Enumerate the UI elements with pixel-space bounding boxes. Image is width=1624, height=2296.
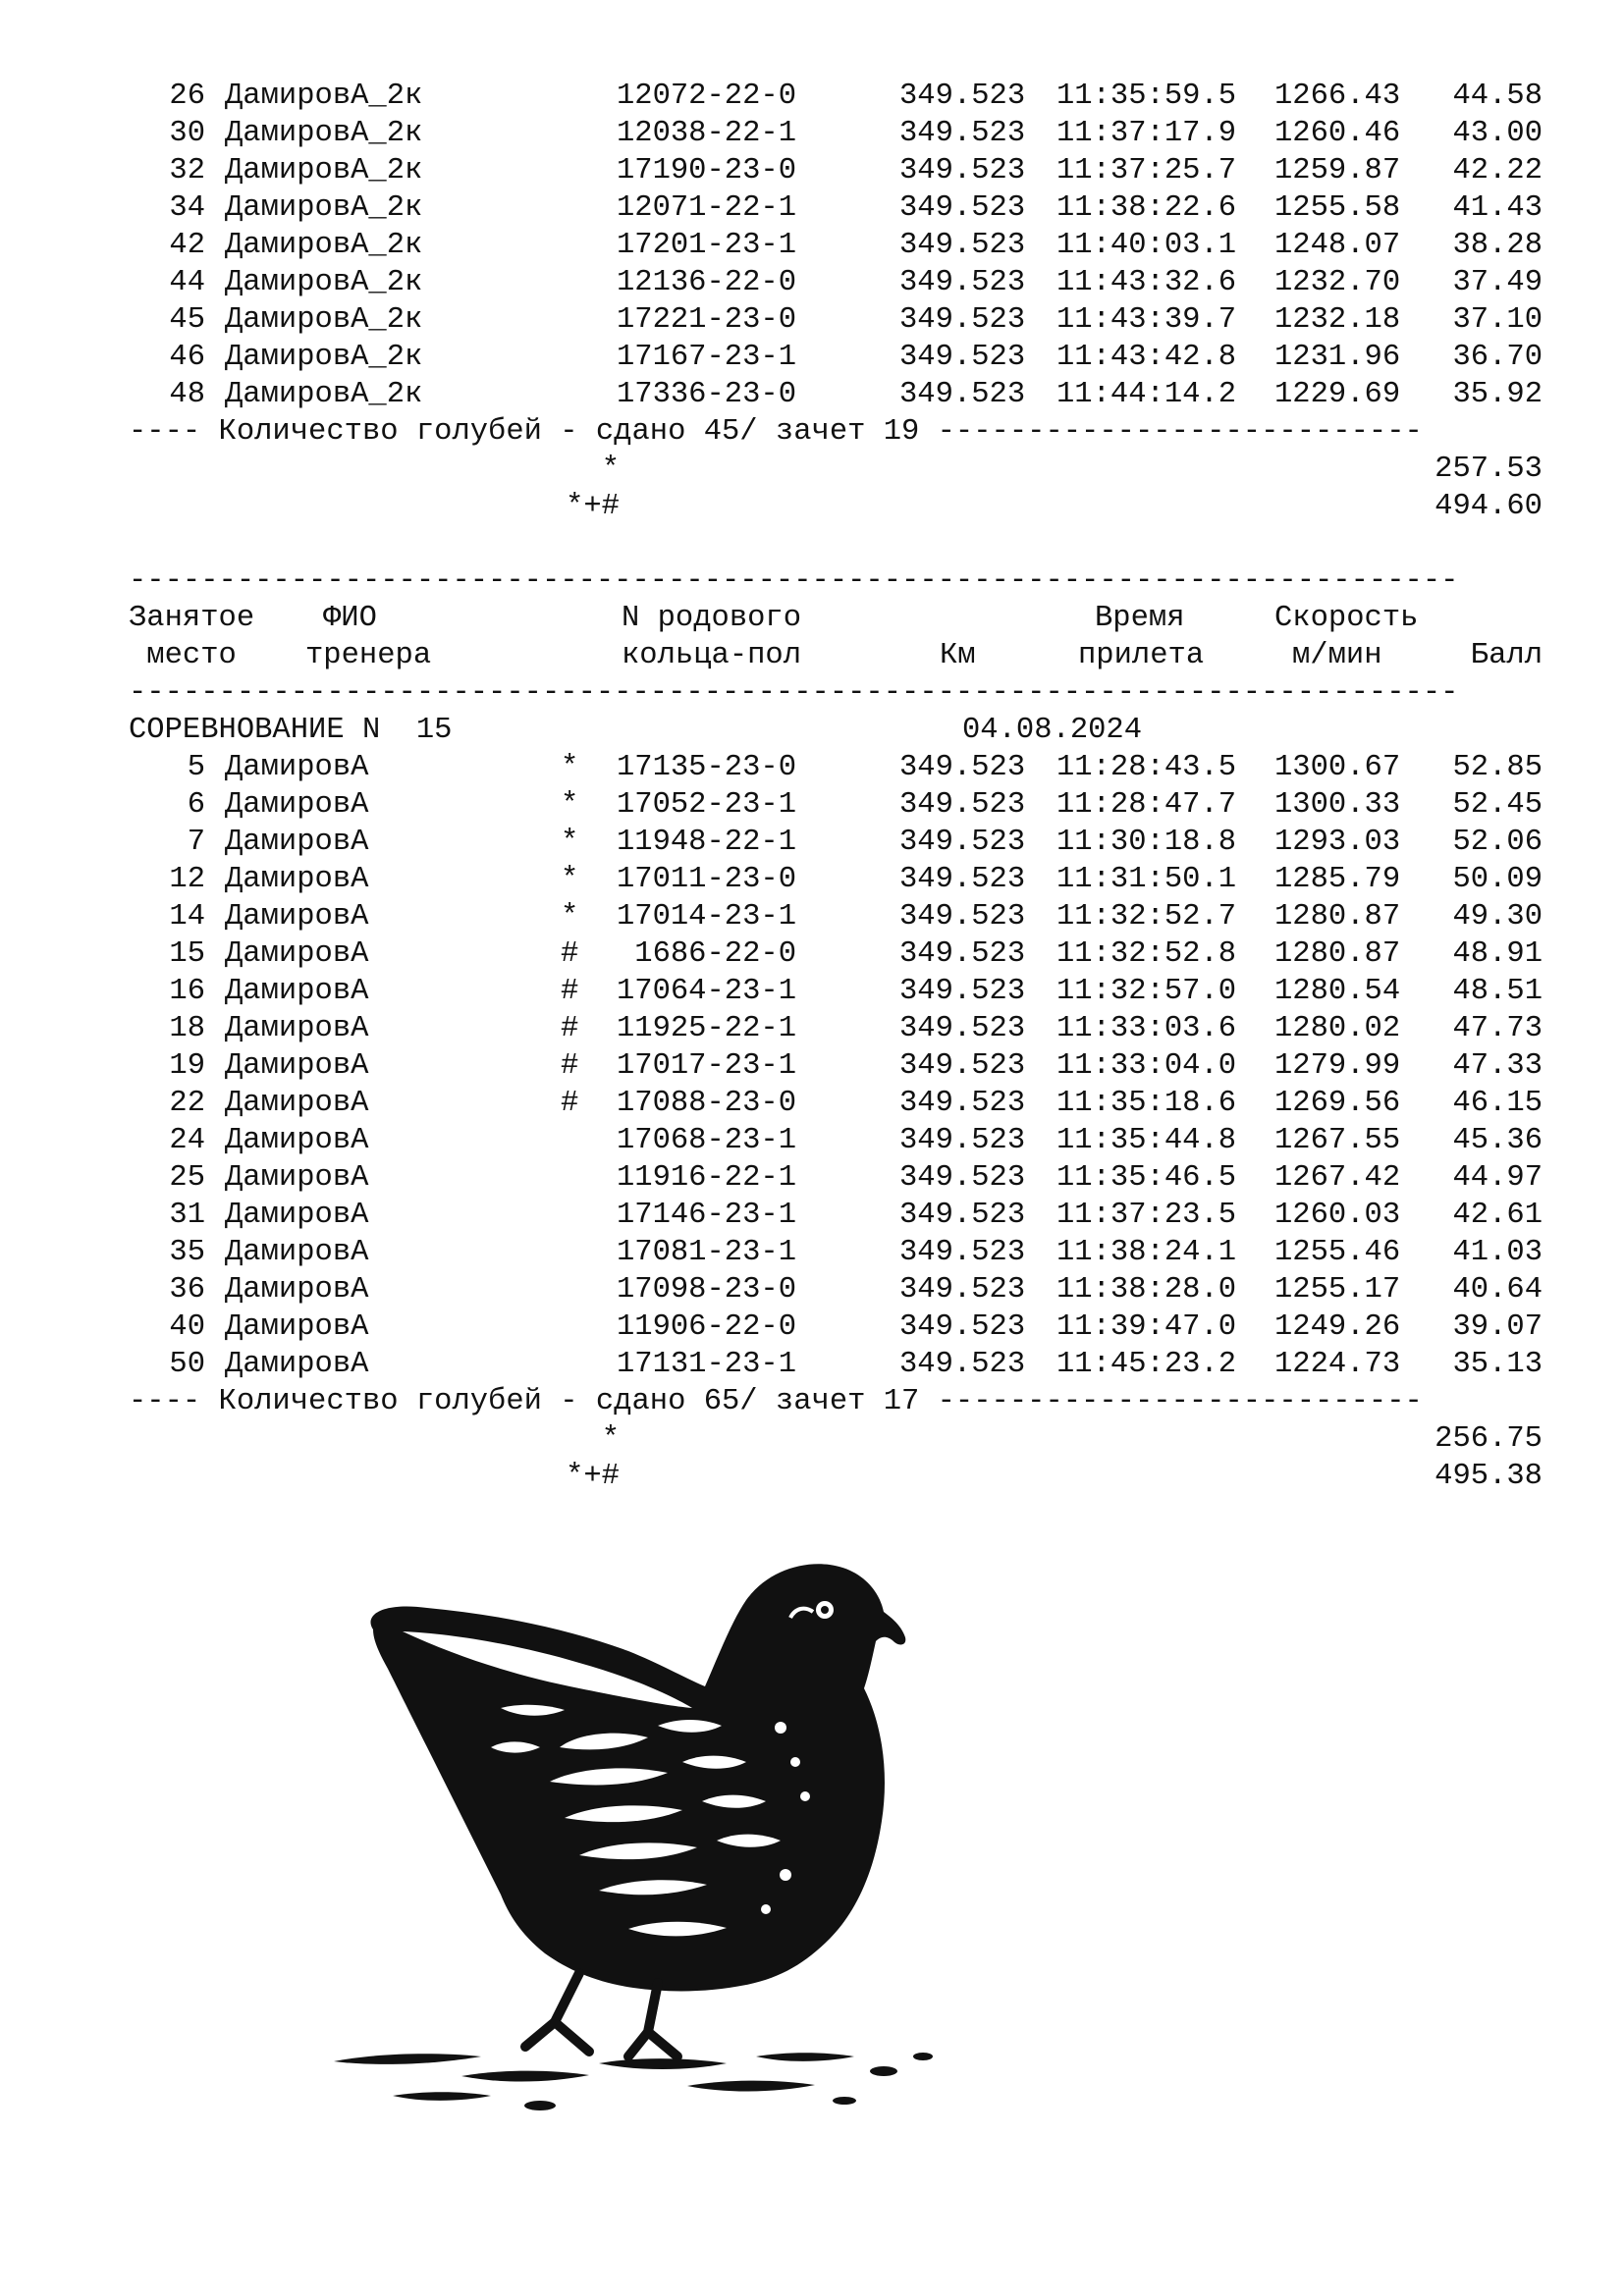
place-cell: 12 [169, 863, 205, 896]
rule-text: -------------------------------------------------------------------------- [129, 676, 1459, 710]
mark-cell: * [561, 900, 579, 934]
speed-cell: 1279.99 [1274, 1049, 1401, 1083]
score-cell: 47.33 [1452, 1049, 1543, 1083]
place-cell: 5 [187, 751, 205, 784]
place-cell: 30 [169, 117, 205, 150]
speed-cell: 1259.87 [1274, 154, 1401, 187]
ring-cell: 1686-22-0 [634, 937, 796, 971]
total-all-value: 494.60 [1435, 490, 1543, 523]
ring-cell: 17011-23-0 [616, 863, 796, 896]
score-cell: 41.03 [1452, 1236, 1543, 1269]
time-cell: 11:37:23.5 [1056, 1199, 1237, 1232]
time-cell: 11:44:14.2 [1056, 378, 1237, 411]
time-cell: 11:35:44.8 [1056, 1124, 1237, 1157]
score-cell: 41.43 [1452, 191, 1543, 225]
place-cell: 32 [169, 154, 205, 187]
time-cell: 11:32:52.8 [1056, 937, 1237, 971]
speed-cell: 1285.79 [1274, 863, 1401, 896]
time-cell: 11:35:18.6 [1056, 1087, 1237, 1120]
separator-rule [129, 674, 1562, 712]
table-row [129, 301, 1562, 339]
place-cell: 34 [169, 191, 205, 225]
km-cell: 349.523 [899, 1236, 1026, 1269]
km-cell: 349.523 [899, 900, 1026, 934]
mark-cell: * [561, 788, 579, 822]
time-cell: 11:32:57.0 [1056, 975, 1237, 1008]
speed-cell: 1255.17 [1274, 1273, 1401, 1307]
trainer-cell: ДамировА_2к [225, 154, 423, 187]
km-cell: 349.523 [899, 266, 1026, 299]
header-place-2: место [129, 639, 237, 672]
table-row [129, 973, 1562, 1010]
ring-cell: 17135-23-0 [616, 751, 796, 784]
score-cell: 52.45 [1452, 788, 1543, 822]
trainer-cell: ДамировА_2к [225, 378, 423, 411]
mark-cell: # [561, 1087, 579, 1120]
header-ring: N родового [622, 602, 802, 635]
ring-cell: 17017-23-1 [616, 1049, 796, 1083]
total-all-label: *+# [566, 490, 620, 523]
place-cell: 7 [187, 826, 205, 859]
km-cell: 349.523 [899, 1161, 1026, 1195]
km-cell: 349.523 [899, 1012, 1026, 1045]
summary-text: ---- Количество голубей - сдано 65/ зачет 17 --------------------------- [129, 1385, 1423, 1418]
speed-cell: 1224.73 [1274, 1348, 1401, 1381]
ring-cell: 17167-23-1 [616, 341, 796, 374]
header-time-2: прилета [1078, 639, 1205, 672]
score-cell: 36.70 [1452, 341, 1543, 374]
competition-date: 04.08.2024 [962, 714, 1143, 747]
pigeon-pupil [821, 1606, 829, 1614]
speed-cell: 1229.69 [1274, 378, 1401, 411]
place-cell: 25 [169, 1161, 205, 1195]
speed-cell: 1266.43 [1274, 80, 1401, 113]
trainer-cell: ДамировА [225, 788, 369, 822]
competition-line [129, 712, 1562, 749]
trainer-cell: ДамировА_2к [225, 191, 423, 225]
trainer-cell: ДамировА_2к [225, 80, 423, 113]
time-cell: 11:45:23.2 [1056, 1348, 1237, 1381]
place-cell: 50 [169, 1348, 205, 1381]
trainer-cell: ДамировА [225, 1012, 369, 1045]
table-row [129, 227, 1562, 264]
speed-cell: 1249.26 [1274, 1310, 1401, 1344]
header-ring-2: кольца-пол [622, 639, 802, 672]
summary-line [129, 1383, 1562, 1420]
place-cell: 19 [169, 1049, 205, 1083]
table-row [129, 824, 1562, 861]
mark-cell: * [561, 863, 579, 896]
table-row [129, 935, 1562, 973]
speed-cell: 1232.70 [1274, 266, 1401, 299]
km-cell: 349.523 [899, 1124, 1026, 1157]
competition-label: СОРЕВНОВАНИЕ N 15 [129, 714, 453, 747]
score-cell: 37.49 [1452, 266, 1543, 299]
score-cell: 35.92 [1452, 378, 1543, 411]
speed-cell: 1232.18 [1274, 303, 1401, 337]
trainer-cell: ДамировА [225, 1087, 369, 1120]
km-cell: 349.523 [899, 117, 1026, 150]
speed-cell: 1255.46 [1274, 1236, 1401, 1269]
pigeon-legs [525, 1973, 677, 2056]
table-row [129, 861, 1562, 898]
separator-rule [129, 562, 1562, 600]
trainer-cell: ДамировА_2к [225, 266, 423, 299]
ring-cell: 12071-22-1 [616, 191, 796, 225]
total-row [129, 1458, 1562, 1495]
speed-cell: 1248.07 [1274, 229, 1401, 262]
header-name-2: тренера [305, 639, 432, 672]
trainer-cell: ДамировА [225, 1124, 369, 1157]
km-cell: 349.523 [899, 229, 1026, 262]
km-cell: 349.523 [899, 341, 1026, 374]
ring-cell: 11906-22-0 [616, 1310, 796, 1344]
ring-cell: 17336-23-0 [616, 378, 796, 411]
time-cell: 11:33:03.6 [1056, 1012, 1237, 1045]
table-row [129, 189, 1562, 227]
trainer-cell: ДамировА [225, 1236, 369, 1269]
time-cell: 11:43:39.7 [1056, 303, 1237, 337]
place-cell: 45 [169, 303, 205, 337]
table-row [129, 1122, 1562, 1159]
score-cell: 40.64 [1452, 1273, 1543, 1307]
trainer-cell: ДамировА [225, 900, 369, 934]
header-speed-2: м/мин [1292, 639, 1382, 672]
km-cell: 349.523 [899, 788, 1026, 822]
mark-cell: # [561, 1012, 579, 1045]
pigeon-body [370, 1564, 905, 1991]
km-cell: 349.523 [899, 1199, 1026, 1232]
score-cell: 37.10 [1452, 303, 1543, 337]
trainer-cell: ДамировА [225, 1310, 369, 1344]
km-cell: 349.523 [899, 751, 1026, 784]
time-cell: 11:39:47.0 [1056, 1310, 1237, 1344]
ring-cell: 17068-23-1 [616, 1124, 796, 1157]
table-row [129, 78, 1562, 115]
trainer-cell: ДамировА [225, 1348, 369, 1381]
speed-cell: 1260.46 [1274, 117, 1401, 150]
score-cell: 48.91 [1452, 937, 1543, 971]
score-cell: 44.97 [1452, 1161, 1543, 1195]
table-row [129, 1346, 1562, 1383]
trainer-cell: ДамировА [225, 1161, 369, 1195]
place-cell: 14 [169, 900, 205, 934]
km-cell: 349.523 [899, 378, 1026, 411]
mark-cell: * [561, 826, 579, 859]
km-cell: 349.523 [899, 1273, 1026, 1307]
total-row [129, 1420, 1562, 1458]
ring-cell: 17131-23-1 [616, 1348, 796, 1381]
speed-cell: 1300.33 [1274, 788, 1401, 822]
mark-cell: * [561, 751, 579, 784]
trainer-cell: ДамировА_2к [225, 303, 423, 337]
score-cell: 38.28 [1452, 229, 1543, 262]
trainer-cell: ДамировА [225, 937, 369, 971]
trainer-cell: ДамировА [225, 863, 369, 896]
speed-cell: 1280.87 [1274, 900, 1401, 934]
total-star-value: 257.53 [1435, 453, 1543, 486]
score-cell: 47.73 [1452, 1012, 1543, 1045]
trainer-cell: ДамировА [225, 1199, 369, 1232]
score-cell: 44.58 [1452, 80, 1543, 113]
place-cell: 44 [169, 266, 205, 299]
speed-cell: 1255.58 [1274, 191, 1401, 225]
column-header-line1 [129, 600, 1562, 637]
km-cell: 349.523 [899, 975, 1026, 1008]
score-cell: 39.07 [1452, 1310, 1543, 1344]
speed-cell: 1267.55 [1274, 1124, 1401, 1157]
speed-cell: 1293.03 [1274, 826, 1401, 859]
ring-cell: 12136-22-0 [616, 266, 796, 299]
total-all-value: 495.38 [1435, 1460, 1543, 1493]
km-cell: 349.523 [899, 1049, 1026, 1083]
ring-cell: 11948-22-1 [616, 826, 796, 859]
header-time: Время [1095, 602, 1185, 635]
km-cell: 349.523 [899, 1348, 1026, 1381]
table-row [129, 1308, 1562, 1346]
speed-cell: 1300.67 [1274, 751, 1401, 784]
place-cell: 46 [169, 341, 205, 374]
result-table-part1 [129, 78, 1562, 413]
trainer-cell: ДамировА_2к [225, 341, 423, 374]
result-table-part2 [129, 749, 1562, 1383]
km-cell: 349.523 [899, 1310, 1026, 1344]
ring-cell: 11916-22-1 [616, 1161, 796, 1195]
trainer-cell: ДамировА [225, 826, 369, 859]
total-row [129, 488, 1562, 525]
place-cell: 48 [169, 378, 205, 411]
ring-cell: 12038-22-1 [616, 117, 796, 150]
table-row [129, 115, 1562, 152]
ring-cell: 17052-23-1 [616, 788, 796, 822]
table-row [129, 898, 1562, 935]
table-row [129, 1085, 1562, 1122]
mark-cell: # [561, 937, 579, 971]
trainer-cell: ДамировА [225, 751, 369, 784]
table-row [129, 1159, 1562, 1197]
time-cell: 11:38:24.1 [1056, 1236, 1237, 1269]
table-row [129, 1271, 1562, 1308]
place-cell: 24 [169, 1124, 205, 1157]
score-cell: 35.13 [1452, 1348, 1543, 1381]
ground-marks [334, 2053, 933, 2110]
speed-cell: 1280.87 [1274, 937, 1401, 971]
score-cell: 46.15 [1452, 1087, 1543, 1120]
total-star-value: 256.75 [1435, 1422, 1543, 1456]
header-place: Занятое [129, 602, 255, 635]
ring-cell: 17146-23-1 [616, 1199, 796, 1232]
place-cell: 36 [169, 1273, 205, 1307]
time-cell: 11:43:42.8 [1056, 341, 1237, 374]
score-cell: 43.00 [1452, 117, 1543, 150]
table-row [129, 264, 1562, 301]
km-cell: 349.523 [899, 1087, 1026, 1120]
ring-cell: 17088-23-0 [616, 1087, 796, 1120]
score-cell: 52.85 [1452, 751, 1543, 784]
table-row [129, 1010, 1562, 1047]
place-cell: 40 [169, 1310, 205, 1344]
summary-text: ---- Количество голубей - сдано 45/ зачет 19 --------------------------- [129, 415, 1423, 449]
rule-text: -------------------------------------------------------------------------- [129, 564, 1459, 598]
place-cell: 18 [169, 1012, 205, 1045]
score-cell: 42.61 [1452, 1199, 1543, 1232]
spacer [129, 525, 1562, 562]
km-cell: 349.523 [899, 303, 1026, 337]
time-cell: 11:37:25.7 [1056, 154, 1237, 187]
table-row [129, 786, 1562, 824]
pigeon-illustration [334, 1561, 1080, 2130]
header-km-2: Км [940, 639, 976, 672]
table-row [129, 1197, 1562, 1234]
time-cell: 11:30:18.8 [1056, 826, 1237, 859]
total-star-label: * [601, 453, 620, 486]
score-cell: 42.22 [1452, 154, 1543, 187]
table-row [129, 152, 1562, 189]
time-cell: 11:40:03.1 [1056, 229, 1237, 262]
ring-cell: 17081-23-1 [616, 1236, 796, 1269]
trainer-cell: ДамировА [225, 1273, 369, 1307]
place-cell: 31 [169, 1199, 205, 1232]
time-cell: 11:38:22.6 [1056, 191, 1237, 225]
score-cell: 52.06 [1452, 826, 1543, 859]
table-row [129, 376, 1562, 413]
score-cell: 49.30 [1452, 900, 1543, 934]
score-cell: 50.09 [1452, 863, 1543, 896]
place-cell: 26 [169, 80, 205, 113]
trainer-cell: ДамировА [225, 1049, 369, 1083]
score-cell: 48.51 [1452, 975, 1543, 1008]
speed-cell: 1280.02 [1274, 1012, 1401, 1045]
score-cell: 45.36 [1452, 1124, 1543, 1157]
ring-cell: 17190-23-0 [616, 154, 796, 187]
trainer-cell: ДамировА [225, 975, 369, 1008]
time-cell: 11:31:50.1 [1056, 863, 1237, 896]
table-row [129, 339, 1562, 376]
speed-cell: 1280.54 [1274, 975, 1401, 1008]
ring-cell: 17201-23-1 [616, 229, 796, 262]
ring-cell: 17221-23-0 [616, 303, 796, 337]
place-cell: 22 [169, 1087, 205, 1120]
header-name: ФИО [323, 602, 377, 635]
time-cell: 11:37:17.9 [1056, 117, 1237, 150]
race-report [129, 78, 1562, 1495]
column-header-line2 [129, 637, 1562, 674]
mark-cell: # [561, 1049, 579, 1083]
km-cell: 349.523 [899, 154, 1026, 187]
total-star-label: * [601, 1422, 620, 1456]
km-cell: 349.523 [899, 937, 1026, 971]
ring-cell: 12072-22-0 [616, 80, 796, 113]
place-cell: 6 [187, 788, 205, 822]
ring-cell: 17098-23-0 [616, 1273, 796, 1307]
km-cell: 349.523 [899, 191, 1026, 225]
time-cell: 11:35:59.5 [1056, 80, 1237, 113]
km-cell: 349.523 [899, 826, 1026, 859]
time-cell: 11:28:43.5 [1056, 751, 1237, 784]
table-row [129, 749, 1562, 786]
place-cell: 15 [169, 937, 205, 971]
ring-cell: 17064-23-1 [616, 975, 796, 1008]
time-cell: 11:35:46.5 [1056, 1161, 1237, 1195]
ring-cell: 17014-23-1 [616, 900, 796, 934]
trainer-cell: ДамировА_2к [225, 117, 423, 150]
speed-cell: 1231.96 [1274, 341, 1401, 374]
time-cell: 11:32:52.7 [1056, 900, 1237, 934]
ring-cell: 11925-22-1 [616, 1012, 796, 1045]
table-row [129, 1047, 1562, 1085]
speed-cell: 1260.03 [1274, 1199, 1401, 1232]
summary-line [129, 413, 1562, 451]
trainer-cell: ДамировА_2к [225, 229, 423, 262]
total-row [129, 451, 1562, 488]
time-cell: 11:28:47.7 [1056, 788, 1237, 822]
place-cell: 42 [169, 229, 205, 262]
header-score-2: Балл [1470, 639, 1543, 672]
table-row [129, 1234, 1562, 1271]
time-cell: 11:43:32.6 [1056, 266, 1237, 299]
time-cell: 11:38:28.0 [1056, 1273, 1237, 1307]
header-speed: Скорость [1274, 602, 1419, 635]
time-cell: 11:33:04.0 [1056, 1049, 1237, 1083]
speed-cell: 1267.42 [1274, 1161, 1401, 1195]
mark-cell: # [561, 975, 579, 1008]
place-cell: 35 [169, 1236, 205, 1269]
km-cell: 349.523 [899, 863, 1026, 896]
km-cell: 349.523 [899, 80, 1026, 113]
total-all-label: *+# [566, 1460, 620, 1493]
place-cell: 16 [169, 975, 205, 1008]
speed-cell: 1269.56 [1274, 1087, 1401, 1120]
